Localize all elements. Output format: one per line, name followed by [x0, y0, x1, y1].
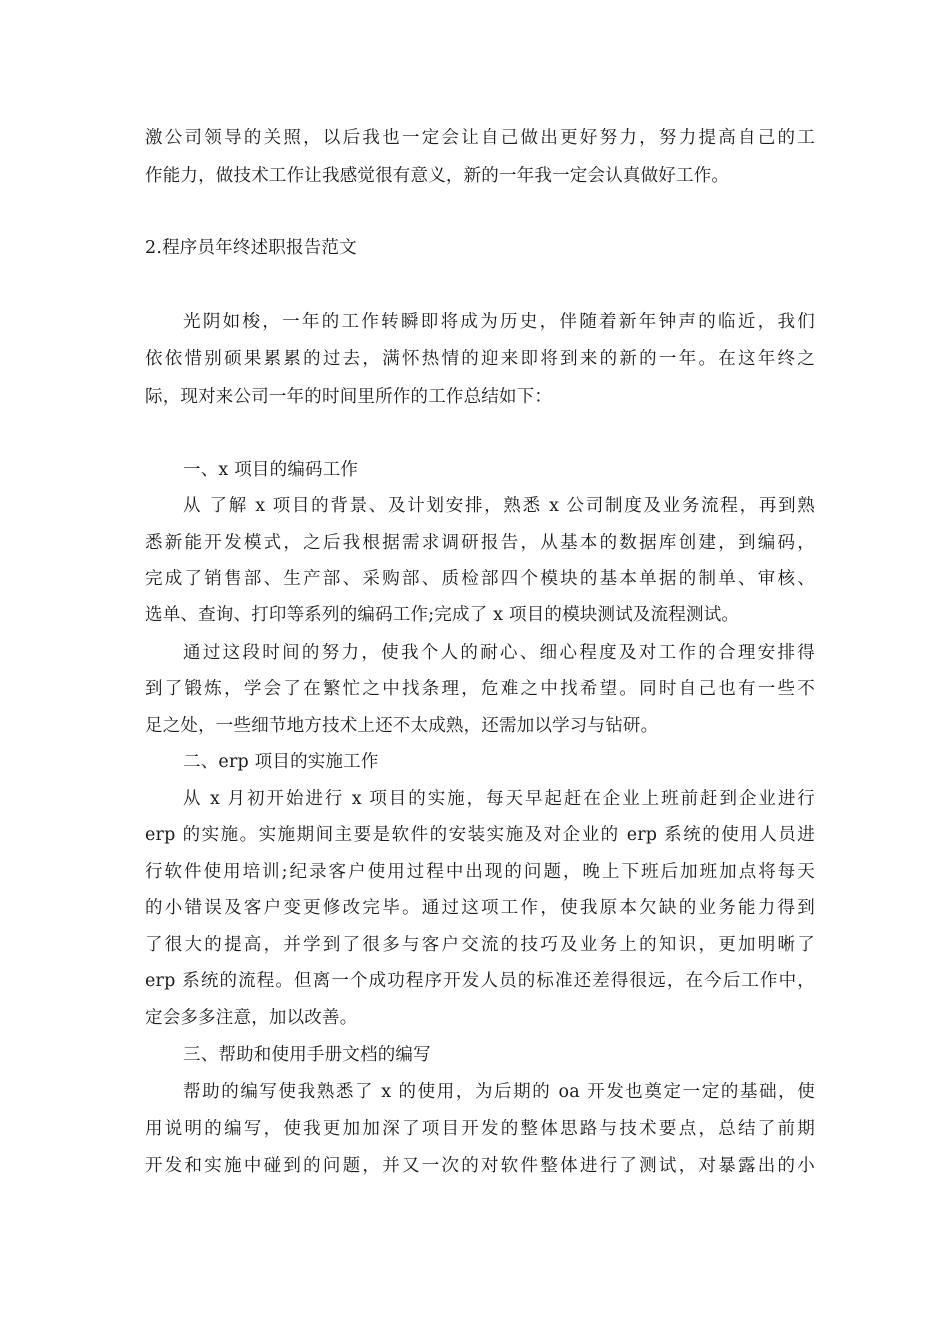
- section-heading: 2.程序员年终述职报告范文: [145, 238, 357, 258]
- paragraph-line: 从 了解 x 项目的背景、及计划安排，熟悉 x 公司制度及业务流程，再到熟: [183, 496, 815, 516]
- subsection-heading: 二、erp 项目的实施工作: [183, 752, 379, 772]
- paragraph-line: 作能力，做技术工作让我感觉很有意义，新的一年我一定会认真做好工作。: [145, 166, 730, 186]
- paragraph-line: 行软件使用培训;纪录客户使用过程中出现的问题，晚上下班后加班加点将每天: [145, 862, 815, 882]
- paragraph-line: erp 系统的流程。但离一个成功程序开发人员的标准还差得很远，在今后工作中，: [145, 971, 815, 991]
- paragraph-line: 用说明的编写，使我更加加深了项目开发的整体思路与技术要点，总结了前期: [145, 1119, 815, 1139]
- paragraph-line: 帮助的编写使我熟悉了 x 的使用，为后期的 oa 开发也奠定一定的基础，使: [183, 1082, 815, 1102]
- paragraph-line: 定会多多注意，加以改善。: [145, 1008, 358, 1028]
- paragraph-line: 的小错误及客户变更修改完毕。通过这项工作，使我原本欠缺的业务能力得到: [145, 898, 815, 918]
- paragraph-line: 激公司领导的关照，以后我也一定会让自己做出更好努力，努力提高自己的工: [145, 128, 815, 148]
- paragraph-line: 了很大的提高，并学到了很多与客户交流的技巧及业务上的知识，更加明晰了: [145, 935, 815, 955]
- paragraph-line: 光阴如梭，一年的工作转瞬即将成为历史，伴随着新年钟声的临近，我们: [183, 312, 815, 332]
- paragraph-line: 完成了销售部、生产部、采购部、质检部四个模块的基本单据的制单、审核、: [145, 569, 815, 589]
- paragraph-line: 悉新能开发模式，之后我根据需求调研报告，从基本的数据库创建，到编码，: [145, 533, 815, 553]
- paragraph-line: 足之处，一些细节地方技术上还不太成熟，还需加以学习与钻研。: [145, 716, 659, 736]
- paragraph-line: 通过这段时间的努力，使我个人的耐心、细心程度及对工作的合理安排得: [183, 643, 815, 663]
- paragraph-line: 选单、查询、打印等系列的编码工作;完成了 x 项目的模块测试及流程测试。: [145, 605, 740, 625]
- paragraph-line: 开发和实施中碰到的问题，并又一次的对软件整体进行了测试，对暴露出的小: [145, 1156, 815, 1176]
- subsection-heading: 一、x 项目的编码工作: [183, 460, 359, 480]
- subsection-heading: 三、帮助和使用手册文档的编写: [183, 1045, 431, 1065]
- paragraph-line: 从 x 月初开始进行 x 项目的实施，每天早起赶在企业上班前赶到企业进行: [183, 789, 815, 809]
- paragraph-line: erp 的实施。实施期间主要是软件的安装实施及对企业的 erp 系统的使用人员进: [145, 825, 815, 845]
- paragraph-line: 际，现对来公司一年的时间里所作的工作总结如下：: [145, 387, 553, 407]
- paragraph-line: 到了锻炼，学会了在繁忙之中找条理，危难之中找希望。同时自己也有一些不: [145, 679, 815, 699]
- paragraph-line: 依依惜别硕果累累的过去，满怀热情的迎来即将到来的新的一年。在这年终之: [145, 349, 815, 369]
